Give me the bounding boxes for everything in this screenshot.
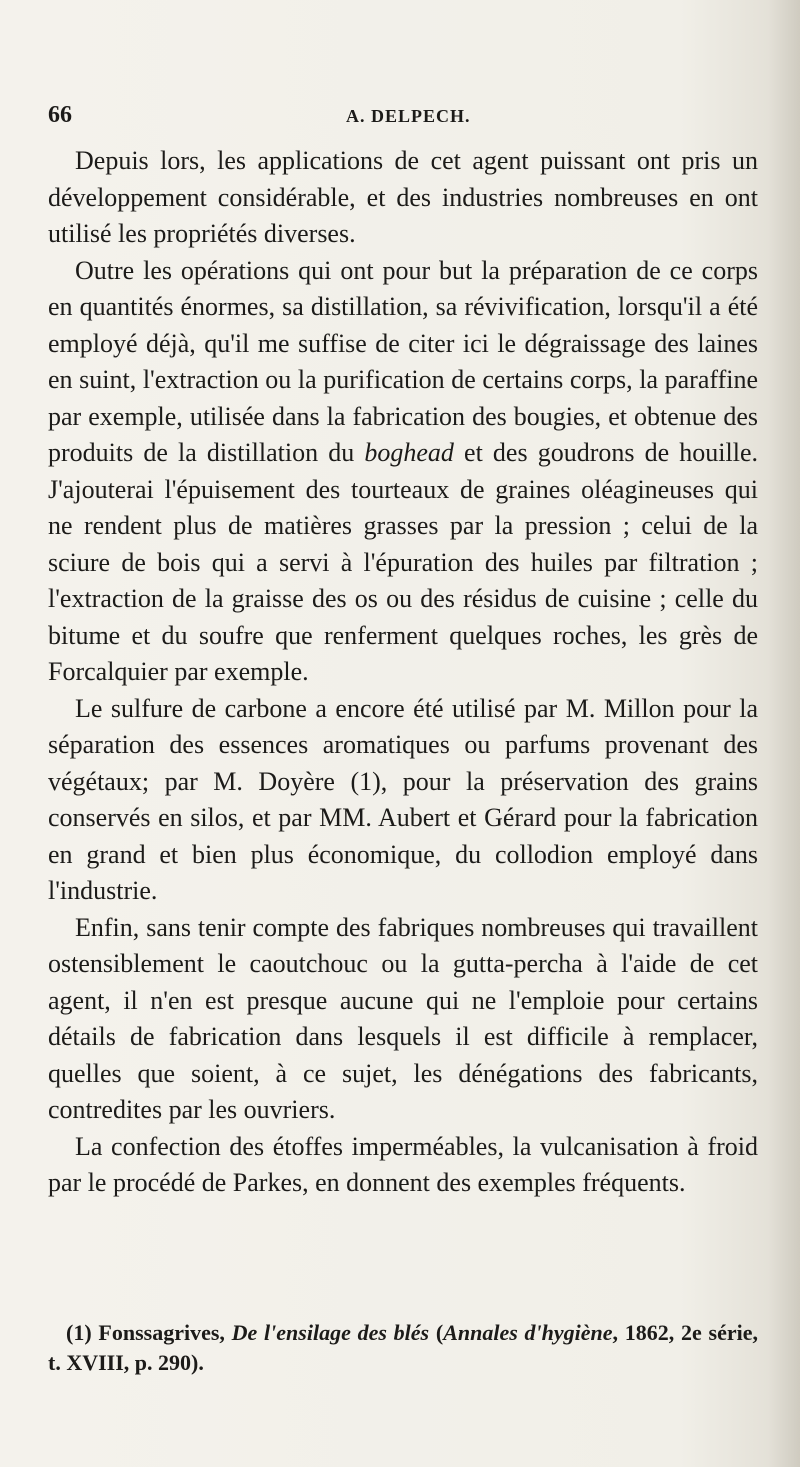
footnote-journal-open: ( [435,1320,444,1345]
footnote-author: Fonssagrives, [98,1320,225,1345]
body-text [48,143,758,1202]
paragraph-2-italic-term: boghead [364,438,454,467]
footnote-title: De l'ensilage des blés [231,1320,430,1345]
paragraph-1: Depuis lors, les applications de cet agent puissant ont pris un développement considérable, et des industries nombreuses en ont utilisé les propriétés diverses. [48,146,758,248]
page-header [48,100,758,140]
footnote-rest: , 1862, 2e série, t. XVIII, p. 290). [48,1320,758,1375]
running-head: A. DELPECH. [346,106,471,126]
paragraph-2-part-2: et des goudrons de houille. J'ajouterai l'épuisement des tourteaux de graines oléagineuses qui ne rendent plus de matières grasses par la pression ; celui de la sciure de bois qui a servi à l'épuration des huiles par filtration ; l'extraction de la graisse des os ou des résidus de cuisine ; celle du bitume et du soufre que renferment quelques roches, les grès de Forcalquier par exemple. [48,438,758,686]
paragraph-2 [48,253,758,691]
footnote [48,1318,758,1378]
footnote-marker: (1) [66,1320,92,1345]
paragraph-5: La confection des étoffes imperméables, la vulcanisation à froid par le procédé de Parkes, en donnent des exemples fréquents. [48,1131,758,1197]
footnote-journal: Annales d'hygiène [443,1320,613,1345]
paragraph-2-part-1: Outre les opérations qui ont pour but la préparation de ce corps en quantités énormes, sa distillation, sa révivification, lorsqu'il a été employé déjà, qu'il me suffise de citer ici le dégraissage des laines en suint, l'extraction ou la purification de certains corps, la paraffine par exemple, utilisée dans la fabrication des bougies, et obtenue des produits de la distillation du [48,255,758,467]
page-number: 66 [48,102,72,128]
paragraph-3: Le sulfure de carbone a encore été utilisé par M. Millon pour la séparation des essences aromatiques ou parfums provenant des végétaux; par M. Doyère (1), pour la préservation des grains conservés en silos, et par MM. Aubert et Gérard pour la fabrication en grand et bien plus économique, du collodion employé dans l'industrie. [48,693,758,905]
paragraph-4: Enfin, sans tenir compte des fabriques nombreuses qui travaillent ostensiblement le caoutchouc ou la gutta-percha à l'aide de cet agent, il n'en est presque aucune qui ne l'emploie pour certains détails de fabrication dans lesquels il est difficile à remplacer, quelles que soient, à ce sujet, les dénégations des fabricants, contredites par les ouvriers. [48,912,758,1124]
